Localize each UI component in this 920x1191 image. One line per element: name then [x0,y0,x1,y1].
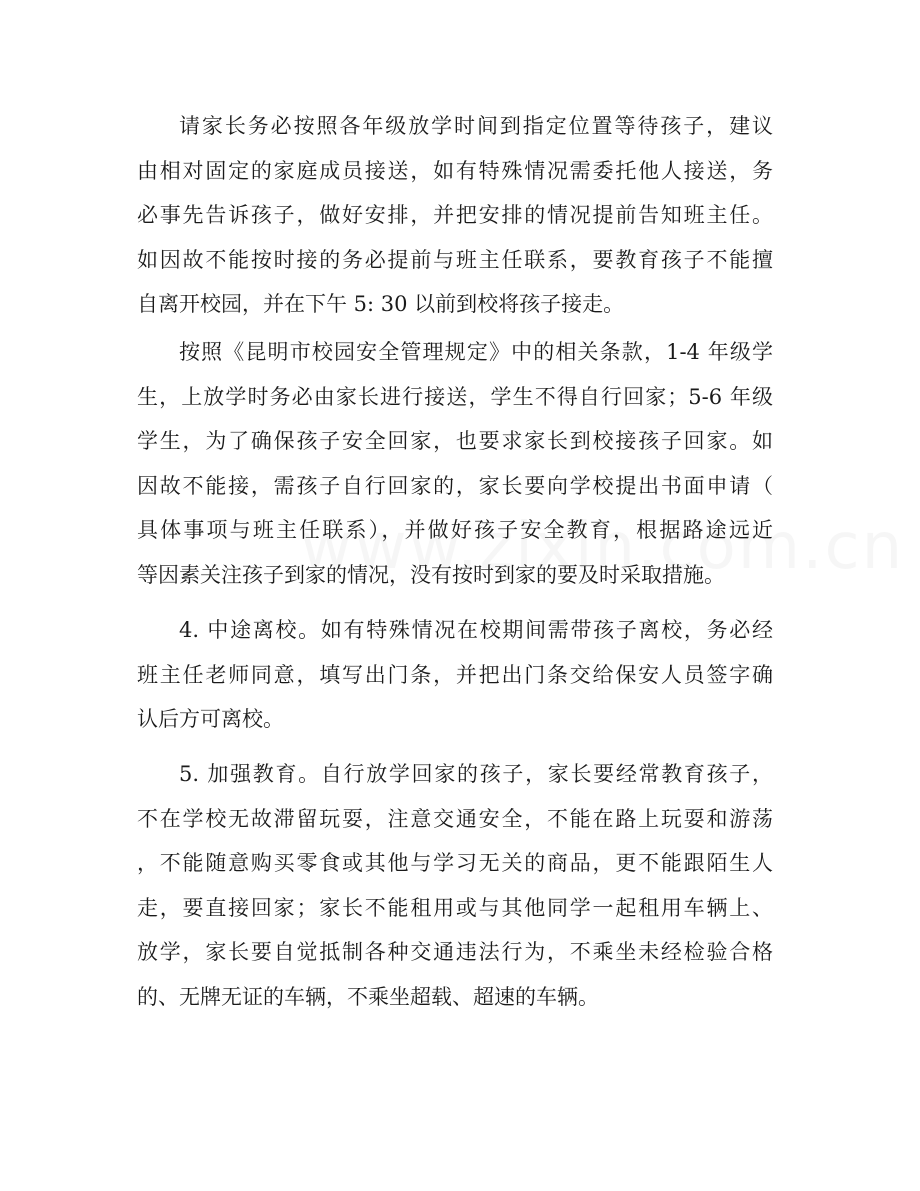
text-line: 具体事项与班主任联系），并做好孩子安全教育，根据路途远近 [137,518,773,542]
text-line: 因故不能接，需孩子自行回家的，家长要向学校提出书面申请（ [137,473,773,498]
text-line: 必事先告诉孩子，做好安排，并把安排的情况提前告知班主任。 [137,203,773,227]
text-line: 如因故不能按时接的务必提前与班主任联系，要教育孩子不能擅 [137,247,773,272]
paragraph-4 [137,752,773,1019]
paragraph-2 [137,330,773,597]
text-line: 等因素关注孩子到家的情况，没有按时到家的要及时采取措施。 [137,562,725,587]
paragraph-1 [137,104,773,327]
text-line: 学生，为了确保孩子安全回家，也要求家长到校接孩子回家。如 [137,429,773,453]
text-line: 放学，家长要自觉抵制各种交通违法行为，不乘坐未经检验合格 [137,940,773,964]
text-line: 生，上放学时务必由家长进行接送，学生不得自行回家；5-6 年级 [137,384,773,409]
text-line: 班主任老师同意，填写出门条，并把出门条交给保安人员签字确 [137,662,773,687]
text-line: ，不能随意购买零食或其他与学习无关的商品，更不能跟陌生人 [137,851,773,875]
text-line: 4. 中途离校。如有特殊情况在校期间需带孩子离校，务必经 [179,618,773,642]
paragraph-3 [137,608,773,742]
text-line: 请家长务必按照各年级放学时间到指定位置等待孩子，建议 [179,114,773,138]
text-line: 的、无牌无证的车辆，不乘坐超载、超速的车辆。 [137,984,599,1009]
text-line: 走，要直接回家；家长不能租用或与其他同学一起租用车辆上、 [137,895,773,920]
text-line: 5. 加强教育。自行放学回家的孩子，家长要经常教育孩子， [179,762,773,786]
text-line: 认后方可离校。 [137,707,284,731]
text-line: 自离开校园，并在下午 5: 30 以前到校将孩子接走。 [137,292,625,316]
text-line: 按照《昆明市校园安全管理规定》中的相关条款，1-4 年级学 [179,340,773,364]
text-line: 由相对固定的家庭成员接送，如有特殊情况需委托他人接送，务 [137,158,773,183]
text-line: 不在学校无故滞留玩耍，注意交通安全，不能在路上玩耍和游荡 [137,806,773,831]
